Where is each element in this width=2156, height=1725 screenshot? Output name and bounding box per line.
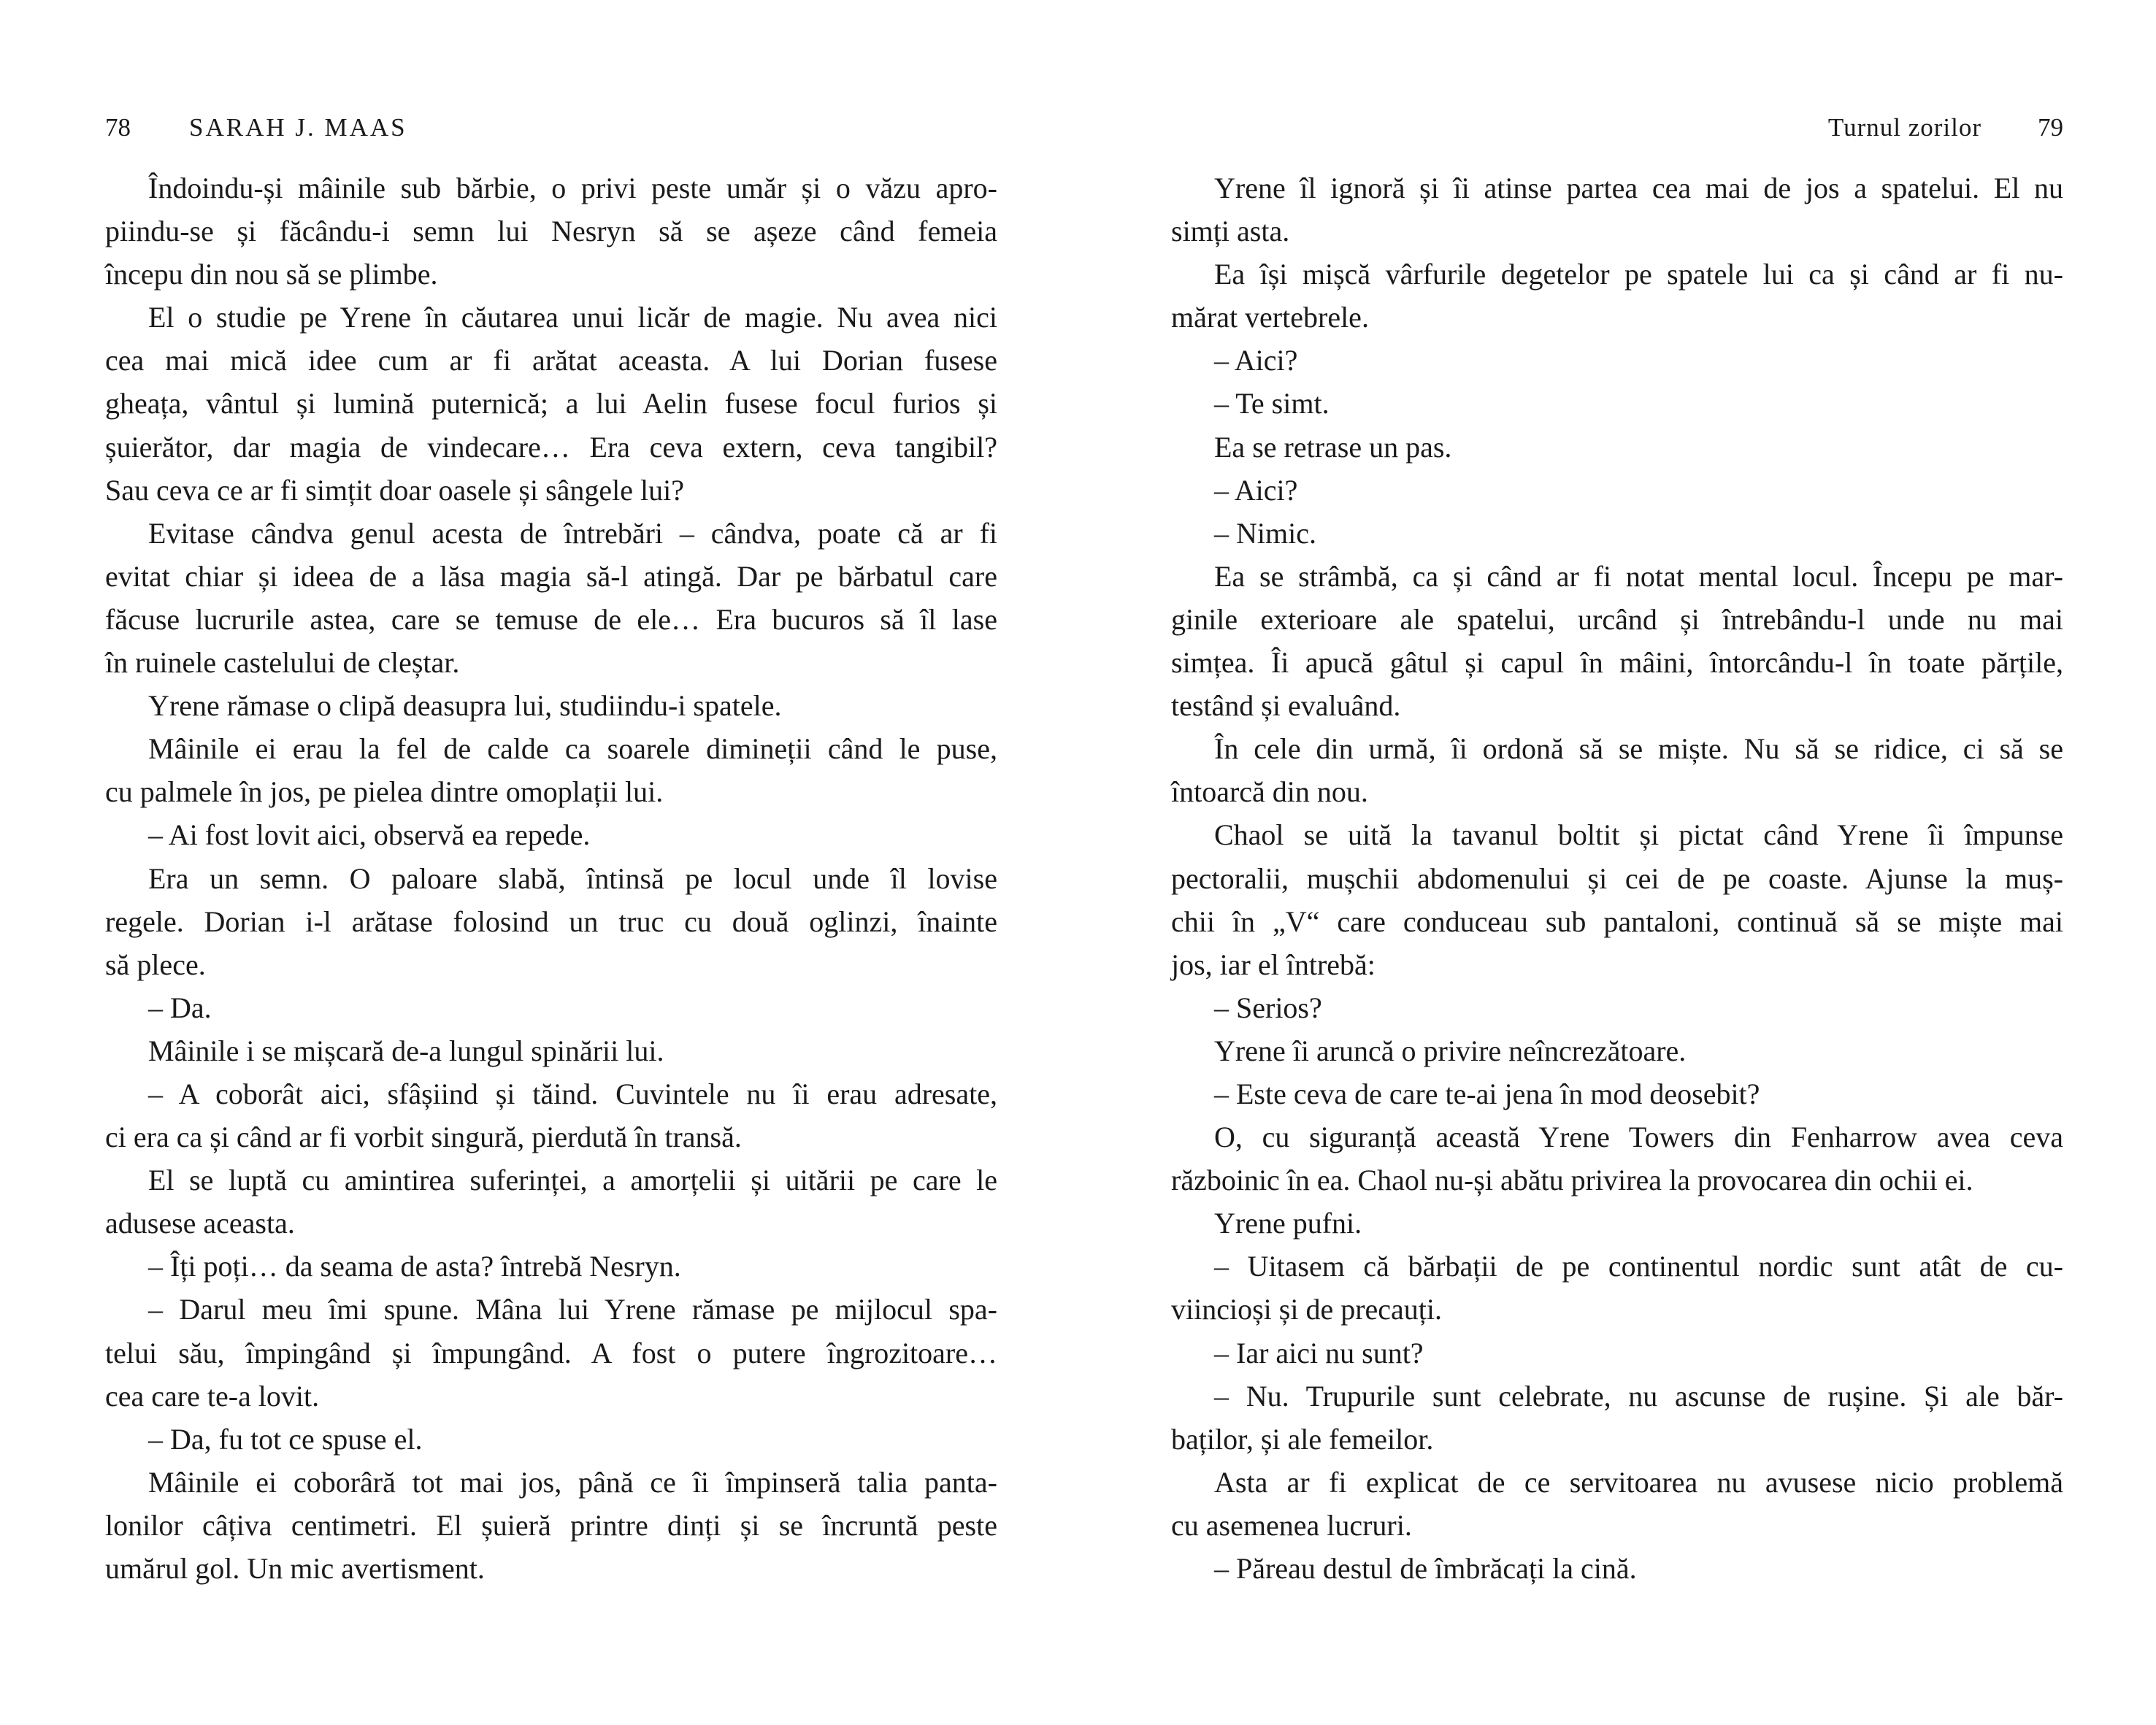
paragraph <box>1171 382 2063 425</box>
text-line: evitat chiar și ideea de a lăsa magia să-l atingă. Dar pe bărbatul care <box>105 559 997 593</box>
text-line: adusese aceasta. <box>105 1207 295 1240</box>
text-line: – Uitasem că bărbații de pe continentul nordic sunt atât de cu- <box>1214 1250 2063 1283</box>
page-body <box>105 166 997 1590</box>
text-line: El o studie pe Yrene în căutarea unui licăr de magie. Nu avea nici <box>148 301 997 334</box>
paragraph <box>105 1461 997 1590</box>
paragraph <box>105 813 997 856</box>
text-line: să plece. <box>105 948 206 981</box>
paragraph <box>1171 469 2063 512</box>
paragraph <box>1171 1461 2063 1547</box>
paragraph <box>1171 1245 2063 1331</box>
text-line: simți asta. <box>1171 215 1290 248</box>
text-line: Ea se strâmbă, ca și când ar fi notat mental locul. Începu pe mar- <box>1214 559 2063 593</box>
paragraph <box>1171 512 2063 555</box>
text-line: ci era ca și când ar fi vorbit singură, pierdută în transă. <box>105 1121 742 1154</box>
text-line: Mâinile i se mișcară de-a lungul spinării lui. <box>148 1034 664 1067</box>
text-line: – Serios? <box>1214 991 1322 1024</box>
text-line: regele. Dorian i-l arătase folosind un truc cu două oglinzi, înainte <box>105 904 997 938</box>
paragraph <box>1171 339 2063 382</box>
page-number: 79 <box>2038 113 2063 142</box>
text-line: ginile exterioare ale spatelui, urcând și întrebându-l unde nu mai <box>1171 602 2063 636</box>
text-line: – Aici? <box>1214 344 1298 377</box>
paragraph <box>105 727 997 813</box>
paragraph <box>105 512 997 684</box>
paragraph <box>1171 1202 2063 1245</box>
right-page <box>1171 0 2063 1725</box>
left-page <box>105 0 997 1725</box>
text-line: Yrene pufni. <box>1214 1207 1362 1240</box>
text-line: lonilor câțiva centimetri. El șuieră printre dinți și se încruntă peste <box>105 1508 997 1542</box>
paragraph <box>1171 1375 2063 1461</box>
text-line: în ruinele castelului de cleștar. <box>105 646 460 680</box>
text-line: Mâinile ei coborâră tot mai jos, până ce îi împinseră talia panta- <box>148 1465 997 1499</box>
paragraph <box>105 1029 997 1072</box>
paragraph <box>1171 727 2063 813</box>
text-line: – Nimic. <box>1214 516 1316 550</box>
text-line: întoarcă din nou. <box>1171 775 1368 809</box>
text-line: – A coborât aici, sfâșiind și tăind. Cuvintele nu îi erau adresate, <box>148 1077 997 1110</box>
text-line: Yrene îi aruncă o privire neîncrezătoare. <box>1214 1034 1687 1067</box>
text-line: – Te simt. <box>1214 387 1330 420</box>
paragraph <box>105 1288 997 1417</box>
text-line: cea care te-a lovit. <box>105 1379 320 1413</box>
paragraph <box>1171 1332 2063 1375</box>
paragraph <box>105 1245 997 1288</box>
text-line: În cele din urmă, îi ordonă să se miște. Nu să se ridice, ci să se <box>1214 732 2063 766</box>
paragraph <box>1171 986 2063 1029</box>
paragraph <box>1171 813 2063 986</box>
paragraph <box>105 1072 997 1159</box>
text-line: – Iar aici nu sunt? <box>1214 1336 1424 1369</box>
page-number: 78 <box>105 113 131 142</box>
text-line: Chaol se uită la tavanul boltit și pictat când Yrene îi împunse <box>1214 818 2063 852</box>
text-line: Mâinile ei erau la fel de calde ca soarele dimineții când le puse, <box>148 732 997 766</box>
text-line: începu din nou să se plimbe. <box>105 258 438 291</box>
text-line: cea mai mică idee cum ar fi arătat aceasta. A lui Dorian fusese <box>105 344 997 377</box>
paragraph <box>105 986 997 1029</box>
text-line: – Îți poți… da seama de asta? întrebă Nesryn. <box>148 1250 681 1283</box>
page-header <box>105 110 997 146</box>
text-line: Yrene rămase o clipă deasupra lui, studiindu-i spatele. <box>148 689 782 723</box>
paragraph <box>1171 1547 2063 1590</box>
paragraph <box>105 684 997 727</box>
text-line: Evitase cândva genul acesta de întrebări – cândva, poate că ar fi <box>148 516 997 550</box>
text-line: – Darul meu îmi spune. Mâna lui Yrene rămase pe mijlocul spa- <box>148 1293 997 1326</box>
text-line: gheața, vântul și lumină puternică; a lui Aelin fusese focul furios și <box>105 387 997 420</box>
text-line: umărul gol. Un mic avertisment. <box>105 1552 485 1585</box>
paragraph <box>105 1159 997 1245</box>
paragraph <box>105 857 997 986</box>
text-line: piindu-se și făcându-i semn lui Nesryn să se așeze când femeia <box>105 215 997 248</box>
running-head-author: SARAH J. MAAS <box>189 113 407 142</box>
text-line: Yrene îl ignoră și îi atinse partea cea mai de jos a spatelui. El nu <box>1214 172 2063 204</box>
paragraph <box>105 296 997 511</box>
text-line: simțea. Îi apucă gâtul și capul în mâini, întorcându-l în toate părțile, <box>1171 646 2063 680</box>
paragraph <box>1171 1115 2063 1202</box>
text-line: cu asemenea lucruri. <box>1171 1508 1412 1542</box>
text-line: baților, și ale femeilor. <box>1171 1422 1434 1456</box>
text-line: – Păreau destul de îmbrăcați la cină. <box>1214 1552 1637 1585</box>
text-line: făcuse lucrurile astea, care se temuse de ele… Era bucuros să îl lase <box>105 602 997 636</box>
text-line: Era un semn. O paloare slabă, întinsă pe locul unde îl lovise <box>148 861 997 895</box>
paragraph <box>1171 1029 2063 1072</box>
page-header <box>1171 110 2063 146</box>
text-line: pectoralii, mușchii abdomenului și cei de pe coaste. Ajunse la muș- <box>1171 861 2063 895</box>
paragraph <box>1171 1072 2063 1115</box>
text-line: șuierător, dar magia de vindecare… Era ceva extern, ceva tangibil? <box>105 430 997 464</box>
text-line: – Da. <box>148 991 212 1024</box>
paragraph <box>1171 253 2063 339</box>
text-line: – Da, fu tot ce spuse el. <box>148 1422 423 1456</box>
text-line: războinic în ea. Chaol nu-și abătu privirea la provocarea din ochii ei. <box>1171 1164 1973 1197</box>
text-line: Ea își mișcă vârfurile degetelor pe spatele lui ca și când ar fi nu- <box>1214 258 2063 291</box>
text-line: cu palmele în jos, pe pielea dintre omoplații lui. <box>105 775 664 809</box>
text-line: Sau ceva ce ar fi simțit doar oasele și sângele lui? <box>105 473 685 507</box>
paragraph <box>1171 426 2063 469</box>
text-line: O, cu siguranță această Yrene Towers din Fenharrow avea ceva <box>1214 1121 2063 1154</box>
text-line: – Nu. Trupurile sunt celebrate, nu ascunse de rușine. Și ale băr- <box>1214 1379 2063 1413</box>
paragraph <box>105 1418 997 1461</box>
text-line: – Aici? <box>1214 473 1298 507</box>
text-line: mărat vertebrele. <box>1171 301 1369 334</box>
running-head-title: Turnul zorilor <box>1827 113 1982 142</box>
text-line: viincioși și de precauți. <box>1171 1293 1443 1326</box>
text-line: – Ai fost lovit aici, observă ea repede. <box>148 818 591 852</box>
text-line: – Este ceva de care te-ai jena în mod deosebit? <box>1214 1077 1760 1110</box>
text-line: Ea se retrase un pas. <box>1214 430 1452 464</box>
text-line: testând și evaluând. <box>1171 689 1401 723</box>
text-line: Asta ar fi explicat de ce servitoarea nu avusese nicio problemă <box>1214 1465 2063 1499</box>
paragraph <box>1171 166 2063 253</box>
text-line: telui său, împingând și împungând. A fost o putere îngrozitoare… <box>105 1336 997 1369</box>
text-line: jos, iar el întrebă: <box>1171 948 1376 981</box>
text-line: Îndoindu-și mâinile sub bărbie, o privi peste umăr și o văzu apro- <box>148 172 997 204</box>
text-line: El se luptă cu amintirea suferinței, a amorțelii și uitării pe care le <box>148 1164 997 1197</box>
paragraph <box>1171 555 2063 727</box>
page-body <box>1171 166 2063 1590</box>
text-line: chii în „V“ care conduceau sub pantaloni, continuă să se miște mai <box>1171 904 2063 938</box>
paragraph <box>105 166 997 296</box>
